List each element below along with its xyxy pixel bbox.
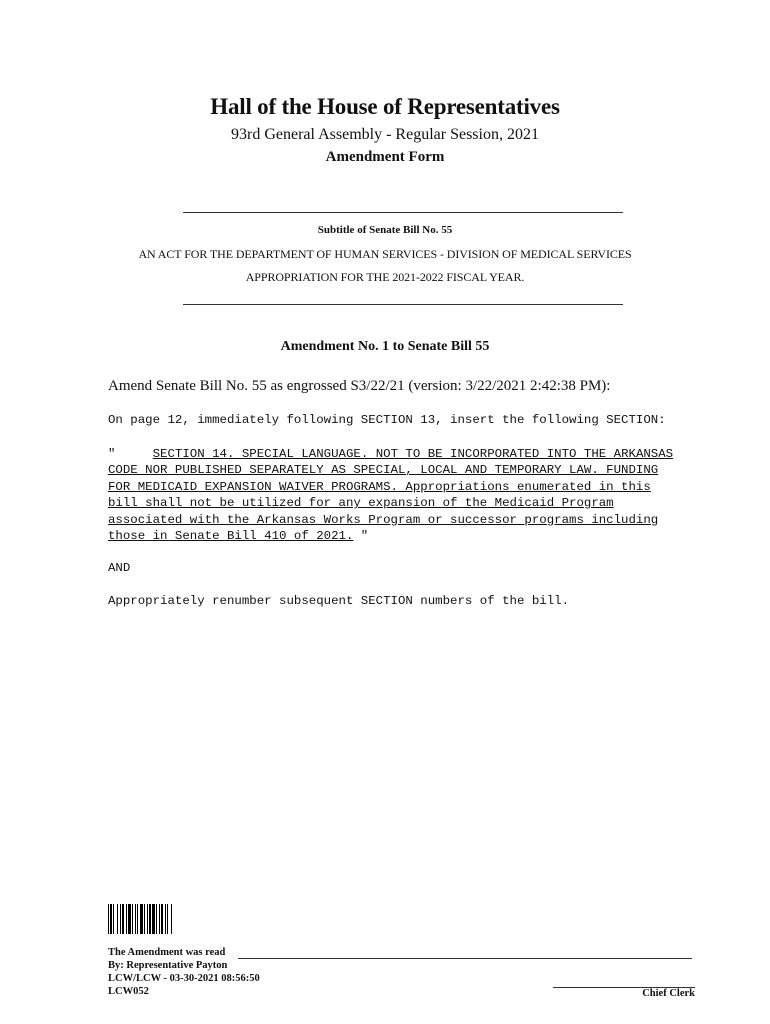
act-line-2: APPROPRIATION FOR THE 2021-2022 FISCAL YEAR. [245,270,525,284]
read-signature-line [238,958,692,959]
close-quote: " [353,529,369,544]
and-connector: AND [108,561,131,575]
open-quote: " [108,447,153,461]
footer-block [108,946,260,998]
document-title: Hall of the House of Representatives [210,94,560,119]
subtitle-label: Subtitle of Senate Bill No. 55 [317,224,453,236]
by-representative: By: Representative Payton [108,960,228,971]
section-line: CODE NOR PUBLISHED SEPARATELY AS SPECIAL, LOCAL AND TEMPORARY LAW. FUNDING [108,463,659,478]
section-line: FOR MEDICAID EXPANSION WAIVER PROGRAMS. Appropriations enumerated in this [108,479,651,494]
amend-instruction: Amend Senate Bill No. 55 as engrossed S3/22/21 (version: 3/22/2021 2:42:38 PM): [108,378,611,394]
renumber-instruction: Appropriately renumber subsequent SECTION numbers of the bill. [108,594,570,608]
act-line-1: AN ACT FOR THE DEPARTMENT OF HUMAN SERVICES - DIVISION OF MEDICAL SERVICES [138,247,632,261]
section-line: those in Senate Bill 410 of 2021. [108,529,354,544]
section-line: associated with the Arkansas Works Program or successor programs including [108,512,659,527]
divider-bottom [183,304,623,305]
form-name: Amendment Form [325,149,445,165]
page-line: On page 12, immediately following SECTION 13, insert the following SECTION: [108,413,666,427]
read-label: The Amendment was read [108,947,226,958]
divider-top [183,212,623,213]
amendment-number-heading: Amendment No. 1 to Senate Bill 55 [280,339,490,354]
code-line: LCW/LCW - 03-30-2021 08:56:50 [108,973,260,984]
chief-clerk-label: Chief Clerk [642,988,695,999]
session-line: 93rd General Assembly - Regular Session, 2021 [231,126,539,143]
section-line: SECTION 14. SPECIAL LANGUAGE. NOT TO BE INCORPORATED INTO THE ARKANSAS [152,447,674,461]
document-id: LCW052 [108,986,149,997]
section-line: bill shall not be utilized for any expansion of the Medicaid Program [108,496,614,511]
inserted-section [108,446,673,544]
barcode-image [108,904,202,934]
